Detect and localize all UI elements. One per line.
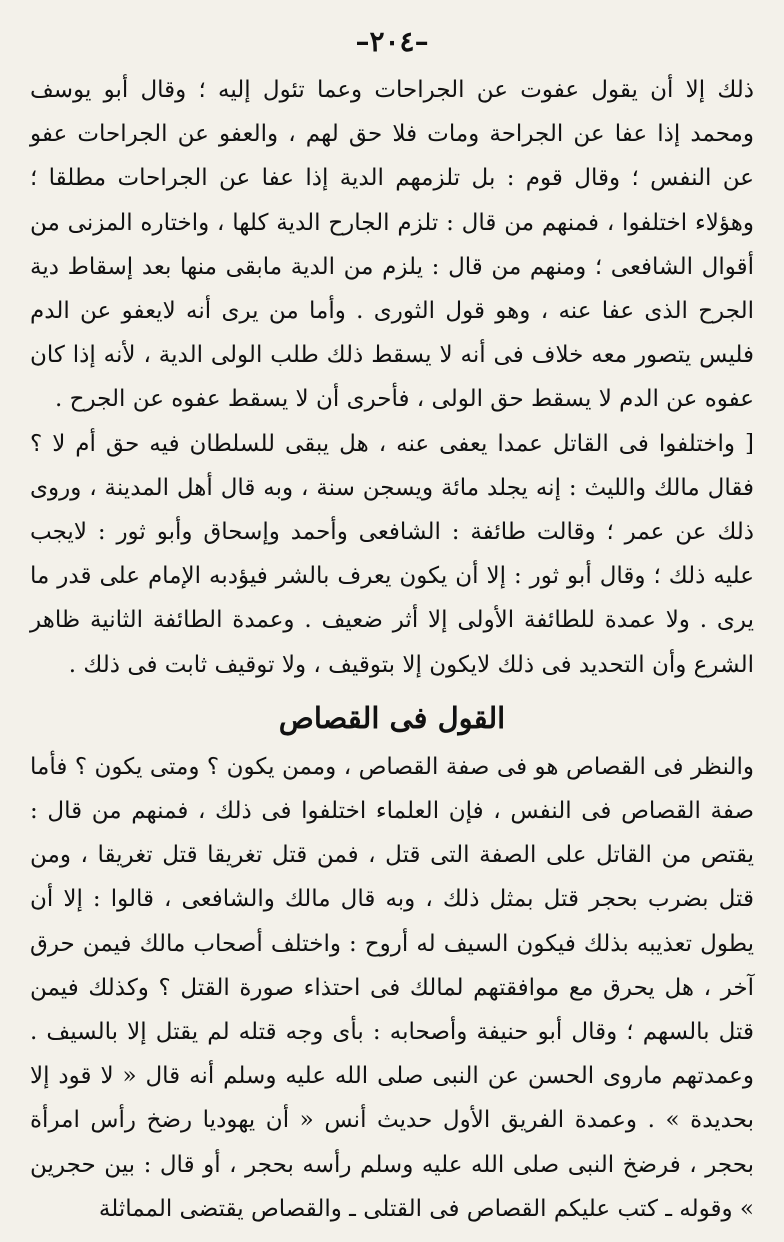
section-heading: القول فى القصاص	[278, 700, 506, 735]
bottom-text-block	[30, 745, 754, 1231]
paragraph-qisas: والنظر فى القصاص هو فى صفة القصاص ، وممن يكون ؟ ومتى يكون ؟ فأما صفة القصاص فى النفس ، فإن العلماء اختلفوا فى ذلك ، فمنهم من قال : يقتص من القاتل على الصفة التى قتل ، فمن قتل تغريقا قتل تغريقا ، ومن قتل بضرب بحجر قتل بمثل ذلك ، وبه قال مالك والشافعى ، قالوا : إلا أن يطول تعذيبه بذلك فيكون السيف له أروح : واختلف أصحاب مالك فيمن حرق آخر ، هل يحرق مع موافقتهم لمالك فى احتذاء صورة القتل ؟ وكذلك فيمن قتل بالسهم ؛ وقال أبو حنيفة وأصحابه : بأى وجه قتله لم يقتل إلا بالسيف . وعمدتهم ماروى الحسن عن النبى صلى الله عليه وسلم أنه قال « لا قود إلا بحديدة » . وعمدة الفريق الأول حديث أنس « أن يهوديا رضخ رأس امرأة بحجر ، فرضخ النبى صلى الله عليه وسلم رأسه بحجر ، أو قال : بين حجرين » وقوله ـ كتب عليكم القصاص فى القتلى ـ والقصاص يقتضى المماثلة	[30, 753, 754, 1222]
paragraph-sultan-right: [ واختلفوا فى القاتل عمدا يعفى عنه ، هل يبقى للسلطان فيه حق أم لا ؟ فقال مالك والليث : إنه يجلد مائة ويسجن سنة ، وبه قال أهل المدينة ، وروى ذلك عن عمر ؛ وقالت طائفة : الشافعى وأحمد وإسحاق وأبو ثور : لايجب عليه ذلك ؛ وقال أبو ثور : إلا أن يكون يعرف بالشر فيؤدبه الإمام على قدر ما يرى . ولا عمدة للطائفة الأولى إلا أثر ضعيف . وعمدة الطائفة الثانية ظاهر الشرع وأن التحديد فى ذلك لايكون إلا بتوقيف ، ولا توقيف ثابت فى ذلك .	[30, 430, 754, 678]
paragraph-forgiveness-wounds: ذلك إلا أن يقول عفوت عن الجراحات وعما تئول إليه ؛ وقال أبو يوسف ومحمد إذا عفا عن الجراحة ومات فلا حق لهم ، والعفو عن الجراحات عفو عن النفس ؛ وقال قوم : بل تلزمهم الدية إذا عفا عن الجراحات مطلقا ؛ وهؤلاء اختلفوا ، فمنهم من قال : تلزم الجارح الدية كلها ، واختاره المزنى من أقوال الشافعى ؛ ومنهم من قال : يلزم من الدية مابقى منها بعد إسقاط دية الجرح الذى عفا عنه ، وهو قول الثورى . وأما من يرى أنه لايعفو عن الدم فليس يتصور معه خلاف فى أنه لا يسقط ذلك طلب الولى الدية ، لأنه إذا كان عفوه عن الدم لا يسقط حق الولى ، فأحرى أن لا يسقط عفوه عن الجرح .	[30, 77, 754, 413]
top-text-block	[30, 68, 754, 687]
page-number: –٢٠٤–	[355, 25, 429, 58]
